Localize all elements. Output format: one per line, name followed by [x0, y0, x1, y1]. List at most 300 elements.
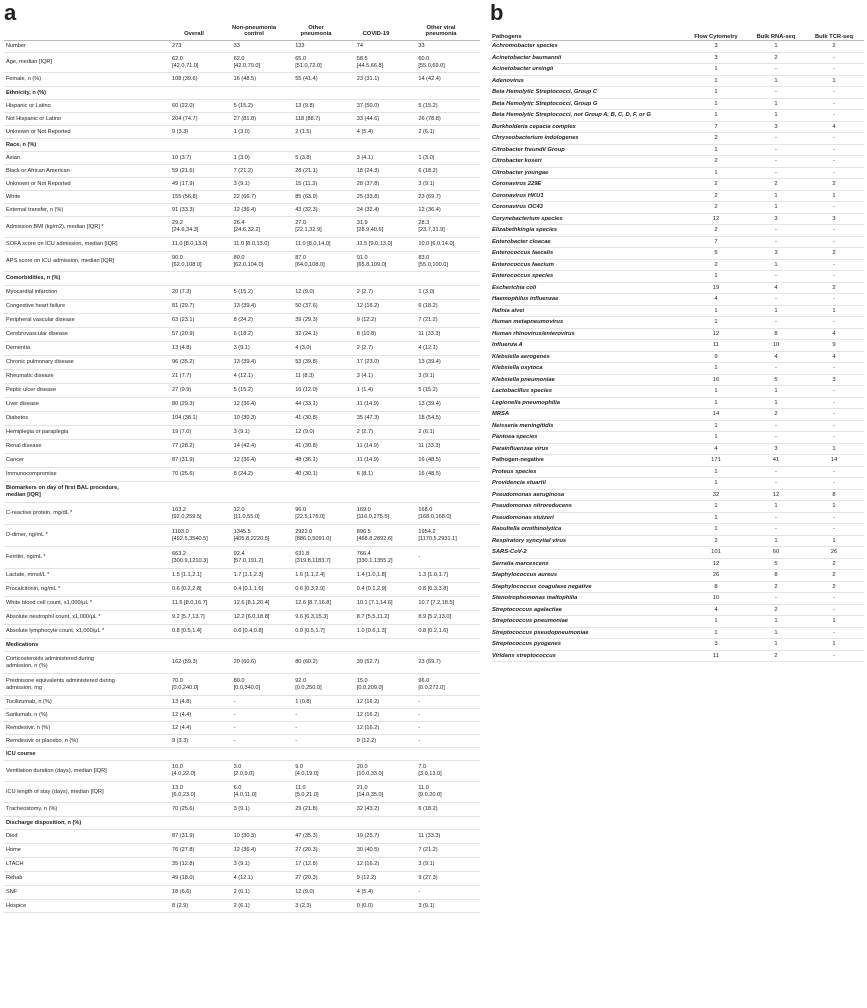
row-label: APS score on ICU admission, median [IQR]	[6, 258, 115, 265]
pathogen-name: Staphylococcus coagulase negative	[492, 583, 592, 590]
pathogen-name: Citrobacter youngae	[492, 169, 549, 176]
row-label: Died	[6, 833, 18, 840]
cell-value: 663.2 [300.9,1210.3]	[172, 550, 208, 564]
pathogen-row	[492, 248, 864, 260]
row-label: Ethnicity, n (%)	[6, 89, 46, 96]
cell-value: 2 (1.5)	[295, 128, 312, 135]
count-value: 2	[832, 583, 836, 590]
count-value: 1	[774, 537, 778, 544]
row-label: ICU length of stay (days), median [IQR]	[6, 788, 104, 795]
cell-value: 18 (54.5)	[418, 415, 441, 422]
cell-value: 5 (15.2)	[418, 102, 438, 109]
count-value: 2	[714, 135, 718, 142]
table-row	[4, 342, 480, 356]
cell-value: -	[233, 724, 236, 731]
cell-value: 8 (2.9)	[172, 902, 189, 909]
table-row	[4, 547, 480, 569]
cell-value: 23 (31.1)	[356, 76, 380, 83]
panel-a-label: a	[4, 0, 17, 25]
pathogen-name: Coronavirus 229E	[492, 181, 542, 188]
cell-value: 80 (29.3)	[172, 401, 195, 408]
count-value: 2	[832, 572, 836, 579]
cell-value: 2 (6.1)	[233, 902, 250, 909]
count-value: 1	[714, 468, 718, 475]
count-value: 1	[714, 146, 718, 153]
cell-value: 22 (66.7)	[233, 193, 256, 200]
count-value: -	[833, 629, 835, 636]
cell-value: 16 (48.5)	[418, 457, 441, 464]
cell-value: 87.0 [64.0,108.0]	[295, 254, 325, 268]
row-label: White blood cell count, x1,000/μL *	[6, 600, 93, 607]
count-value: -	[833, 468, 835, 475]
cell-value: 90.0 [62.0,108.0]	[172, 254, 202, 268]
cell-value: 92.0 [0.0,250.0]	[295, 677, 322, 691]
pathogen-name: Streptococcus pneumoniae	[492, 618, 569, 625]
header-bulk-rna-seq: Bulk RNA-seq	[756, 34, 796, 40]
pathogen-row	[492, 570, 864, 582]
count-value: 4	[714, 445, 718, 452]
count-value: 1	[774, 261, 778, 268]
count-value: -	[775, 273, 777, 280]
cell-value: 87 (31.9)	[172, 457, 195, 464]
count-value: 1	[714, 399, 718, 406]
pathogen-row	[492, 294, 864, 306]
pathogen-name: Enterococcus faecium	[492, 261, 554, 268]
pathogen-row	[492, 271, 864, 283]
pathogen-row	[492, 582, 864, 594]
row-label: White	[6, 193, 21, 200]
cell-value: 11.6 [8.0,16.7]	[172, 600, 208, 607]
cell-value: 8.7 [5.5,11.2]	[356, 614, 390, 621]
row-label: C-reactive protein, mg/dL *	[6, 510, 73, 517]
cell-value: 168.0 [168.0,168.0]	[418, 506, 452, 520]
count-value: -	[775, 296, 777, 303]
cell-value: 35 (47.3)	[356, 415, 380, 422]
cell-value: 55 (41.4)	[295, 76, 318, 83]
count-value: 7	[714, 238, 718, 245]
row-label: Admission BMI (kg/m2), median [IQR] *	[6, 223, 104, 230]
count-value: 2	[774, 583, 778, 590]
count-value: 2	[714, 192, 718, 199]
count-value: 4	[832, 330, 836, 337]
cell-value: -	[295, 711, 298, 718]
count-value: -	[775, 595, 777, 602]
cell-value: 1 (3.0)	[233, 128, 250, 135]
row-label: Prednisone equivalents administered during admission, mg	[6, 677, 115, 691]
count-value: 8	[714, 583, 718, 590]
cell-value: 80 (60.2)	[295, 659, 318, 666]
pathogen-row	[492, 191, 864, 203]
pathogen-name: Pantoea species	[492, 434, 538, 441]
cell-value: 10.1 [7.1,14.6]	[356, 600, 393, 607]
cell-value: 3 (9.1)	[418, 902, 435, 909]
cell-value: 13 (39.4)	[233, 303, 256, 310]
cell-value: 162 (59.3)	[172, 659, 198, 666]
table-row	[4, 569, 480, 583]
count-value: 1	[774, 77, 778, 84]
cell-value: 10 (30.3)	[233, 415, 256, 422]
cell-value: 1 (1.4)	[356, 387, 373, 394]
cell-value: 0 (0.0)	[356, 902, 373, 909]
count-value: -	[833, 296, 835, 303]
pathogen-name: Streptococcus pyogenes	[492, 641, 561, 648]
pathogen-row	[492, 639, 864, 651]
count-value: 1	[832, 77, 836, 84]
cell-value: 155 (56.8)	[172, 193, 198, 200]
pathogen-name: Serratia marcescens	[492, 560, 549, 567]
table-a-header	[4, 22, 480, 41]
pathogen-name: Chryseobacterium indologenes	[492, 135, 579, 142]
row-label: Home	[6, 847, 21, 854]
cell-value: 7 (21.2)	[418, 317, 438, 324]
table-row	[4, 597, 480, 611]
count-value: 4	[774, 353, 778, 360]
table-row	[4, 830, 480, 844]
pathogen-row	[492, 616, 864, 628]
count-value: 3	[714, 54, 718, 61]
pathogen-row	[492, 547, 864, 559]
cell-value: 62.0 [42.0,71.0]	[172, 55, 199, 69]
pathogen-row	[492, 122, 864, 134]
count-value: 10	[772, 342, 780, 349]
pathogen-row	[492, 375, 864, 387]
pathogens-table	[492, 30, 864, 662]
count-value: 16	[712, 376, 720, 383]
row-label: Cerebrovascular disease	[6, 331, 68, 338]
count-value: 26	[830, 549, 838, 556]
count-value: 1	[714, 422, 718, 429]
cell-value: 3 (9.1)	[418, 861, 435, 868]
table-row	[4, 886, 480, 900]
pathogen-name: Proteus species	[492, 468, 537, 475]
cell-value: 3 (2.3)	[295, 902, 312, 909]
pathogen-name: Neisseria meningitidis	[492, 422, 554, 429]
cell-value: 11 (14.9)	[356, 443, 379, 450]
table-row	[4, 328, 480, 342]
cell-value: 57 (20.9)	[172, 331, 195, 338]
count-value: 1	[714, 100, 718, 107]
pathogen-name: Burkholderia cepacia complex	[492, 123, 576, 130]
cell-value: 9 (12.2)	[356, 737, 377, 744]
cell-value: 49 (17.9)	[172, 180, 195, 187]
cell-value: 204 (74.7)	[172, 115, 198, 122]
cell-value: 40 (30.1)	[295, 471, 318, 478]
count-value: 1	[832, 537, 836, 544]
cell-value: 48 (36.1)	[295, 457, 318, 464]
count-value: 1	[774, 503, 778, 510]
count-value: 1	[714, 66, 718, 73]
table-row	[4, 300, 480, 314]
cell-value: 96 (35.2)	[172, 359, 195, 366]
pathogen-name: Legionella pneumophilia	[492, 399, 560, 406]
count-value: -	[833, 595, 835, 602]
row-label: Corticosteroids administered during admission, n (%)	[6, 655, 94, 669]
cell-value: 5 (15.2)	[233, 387, 253, 394]
pathogen-name: Lactobacillus species	[492, 388, 552, 395]
cell-value: 169.0 [116.0,275.5]	[356, 506, 390, 520]
cell-value: 4 (5.4)	[356, 128, 373, 135]
cell-value: 13 (9.8)	[295, 102, 315, 109]
table-row	[4, 872, 480, 886]
cell-value: 14 (42.4)	[418, 76, 441, 83]
cell-value: 5 (15.2)	[233, 289, 253, 296]
count-value: -	[833, 169, 835, 176]
cell-value: 11.0 [9.0,20.0]	[418, 785, 442, 798]
count-value: 8	[774, 572, 778, 579]
count-value: -	[775, 227, 777, 234]
count-value: 1	[832, 503, 836, 510]
pathogen-row	[492, 133, 864, 145]
cell-value: 28 (21.1)	[295, 167, 318, 174]
pathogen-name: Influenza A	[492, 342, 523, 349]
row-label: Biomarkers on day of first BAL procedure, median [IQR]	[6, 485, 119, 498]
cell-value: 0.6 [0.4,0.8]	[233, 628, 264, 635]
cell-value: 2922.0 [886.0,5091.0]	[295, 528, 331, 542]
pathogen-name: Raoultella ornithinolytica	[492, 526, 562, 533]
row-label: Comorbidities, n (%)	[6, 275, 61, 282]
pathogen-row	[492, 214, 864, 226]
count-value: -	[775, 480, 777, 487]
count-value: 4	[774, 284, 778, 291]
pathogen-row	[492, 179, 864, 191]
pathogen-name: Pseudomonas aeruginosa	[492, 491, 565, 498]
count-value: 1	[714, 503, 718, 510]
pathogen-row	[492, 478, 864, 490]
cell-value: 11 (33.3)	[418, 833, 441, 840]
count-value: 5	[714, 250, 718, 257]
cell-value: 4 (3.0)	[295, 345, 312, 352]
section-header-row	[4, 639, 480, 652]
count-value: 1	[774, 307, 778, 314]
cell-value: 5 (3.8)	[295, 154, 312, 161]
cell-value: 2 (6.1)	[418, 429, 435, 436]
cell-value: 91 (33.3)	[172, 206, 195, 213]
count-value: 4	[714, 606, 718, 613]
header-bulk-tcr-seq: Bulk TCR-seq	[814, 34, 853, 40]
cell-value: 1103.0 [492.5,3540.5]	[172, 528, 208, 542]
cell-value: 12 (16.2)	[356, 711, 380, 718]
count-value: 2	[832, 43, 836, 50]
pathogen-name: Corynebacterium species	[492, 215, 563, 222]
cell-value: 96.0 [0.0,272.0]	[418, 677, 445, 691]
cell-value: 92.4 [57.0,191.2]	[233, 550, 264, 564]
cell-value: 81 (29.7)	[172, 303, 195, 310]
cell-value: 85 (63.9)	[295, 193, 318, 200]
cell-value: 11.0 [8.0,13.0]	[172, 241, 208, 248]
row-label: Unknown or Not Reported	[6, 128, 71, 135]
pathogen-row	[492, 110, 864, 122]
table-a-body	[4, 41, 480, 913]
cell-value: 26.4 [24.6,32.2]	[233, 220, 261, 233]
table-row	[4, 858, 480, 872]
pathogen-name: Acinetobacter ursingii	[492, 66, 554, 73]
cell-value: 1 (3.0)	[418, 289, 435, 296]
pathogen-row	[492, 409, 864, 421]
cell-value: 12.2 [6.0,18.8]	[233, 614, 270, 621]
cell-value: 6 (18.2)	[418, 303, 438, 310]
count-value: -	[775, 238, 777, 245]
row-label: Female, n (%)	[6, 76, 42, 83]
pathogen-name: Pathogen-negative	[492, 457, 544, 464]
count-value: 11	[712, 342, 720, 349]
cell-value: 74	[356, 43, 364, 50]
count-value: 2	[774, 181, 778, 188]
count-value: -	[775, 422, 777, 429]
cell-value: 2 (2.7)	[356, 289, 373, 296]
count-value: 11	[712, 652, 720, 659]
pathogen-name: Citrobacter freundii Group	[492, 146, 565, 153]
cell-value: 10.0 [4.0,22.0]	[172, 764, 196, 777]
count-value: 1	[832, 445, 836, 452]
count-value: 1	[774, 641, 778, 648]
cell-value: 9.2 [5.7,13.7]	[172, 614, 205, 621]
section-header-row	[4, 272, 480, 286]
pathogen-row	[492, 145, 864, 157]
count-value: 19	[712, 284, 720, 291]
count-value: 1	[832, 618, 836, 625]
cell-value: 33	[233, 43, 240, 50]
row-label: Ferritin, ng/mL *	[6, 554, 46, 561]
section-header-row	[4, 87, 480, 100]
section-header-row	[4, 139, 480, 152]
row-label: Diabetes	[6, 415, 29, 422]
cell-value: 23 (69.7)	[418, 659, 441, 666]
cell-value: 60 (22.0)	[172, 102, 195, 109]
cell-value: 163.2 [92.0,259.5]	[172, 506, 202, 520]
row-label: Congestive heart failure	[6, 303, 66, 310]
table-row	[4, 286, 480, 300]
cell-value: 1.5 [1.1,2.1]	[172, 572, 202, 579]
count-value: -	[833, 66, 835, 73]
cell-value: 13.0 [6.0,23.0]	[172, 785, 196, 798]
cell-value: 29 (21.8)	[295, 806, 318, 813]
count-value: -	[833, 388, 835, 395]
cell-value: 6 (18.2)	[418, 806, 438, 813]
cell-value: 65.0 [51.0,72.0]	[295, 55, 322, 69]
table-row	[4, 412, 480, 426]
table-row	[4, 100, 480, 113]
count-value: -	[833, 100, 835, 107]
cell-value: 9 (3.3)	[172, 128, 189, 135]
count-value: 1	[714, 273, 718, 280]
row-label: External transfer, n (%)	[6, 206, 64, 213]
cell-value: 9 (12.2)	[356, 875, 377, 882]
cell-value: -	[418, 737, 421, 744]
pathogen-name: Enterobacter cloacae	[492, 238, 551, 245]
pathogen-row	[492, 202, 864, 214]
row-label: Hispanic or Latino	[6, 102, 51, 109]
cell-value: 3 (9.1)	[233, 180, 250, 187]
pathogen-name: Streptococcus pseudopneumoniae	[492, 629, 589, 636]
pathogen-name: MRSA	[492, 411, 510, 418]
cell-value: 77 (28.2)	[172, 443, 195, 450]
count-value: 2	[832, 284, 836, 291]
count-value: -	[775, 146, 777, 153]
pathogen-row	[492, 340, 864, 352]
pathogen-row	[492, 536, 864, 548]
count-value: 1	[714, 514, 718, 521]
row-label: Age, median [IQR]	[6, 59, 53, 66]
count-value: 1	[714, 629, 718, 636]
count-value: 1	[714, 434, 718, 441]
table-row	[4, 384, 480, 398]
cell-value: 13 (39.4)	[418, 401, 441, 408]
count-value: -	[833, 399, 835, 406]
cell-value: 12 (36.4)	[233, 847, 256, 854]
cell-value: 43 (32.3)	[295, 206, 318, 213]
count-value: 1	[774, 618, 778, 625]
cell-value: 12 (9.0)	[295, 429, 315, 436]
row-label: Absolute lymphocyte count, x1,000/μL *	[6, 628, 105, 635]
cell-value: 118 (88.7)	[295, 115, 321, 122]
cell-value: 39 (29.3)	[295, 317, 318, 324]
count-value: 1	[714, 618, 718, 625]
pathogen-row	[492, 41, 864, 53]
count-value: -	[833, 54, 835, 61]
cell-value: 10 (3.7)	[172, 154, 192, 161]
row-label: Unknown or Not Reported	[6, 180, 71, 187]
cell-value: 6 (18.2)	[418, 167, 438, 174]
cell-value: 31.9 [28.9,40.6]	[356, 220, 384, 233]
cell-value: 7 (21.2)	[418, 847, 438, 854]
cell-value: 41 (30.8)	[295, 415, 318, 422]
count-value: 3	[832, 215, 836, 222]
count-value: -	[833, 261, 835, 268]
row-label: Peptic ulcer disease	[6, 387, 57, 394]
cell-value: 13 (4.8)	[172, 345, 192, 352]
cell-value: 12 (36.4)	[233, 401, 256, 408]
pathogen-row	[492, 605, 864, 617]
section-header-row	[4, 817, 480, 830]
cell-value: 12.0 [11.0,55.0]	[233, 506, 260, 520]
row-label: Race, n (%)	[6, 141, 37, 148]
count-value: 1	[774, 100, 778, 107]
cell-value: 23 (69.7)	[418, 193, 441, 200]
row-label: SNF	[6, 889, 18, 896]
count-value: 2	[714, 537, 718, 544]
cell-value: 76 (27.8)	[172, 847, 195, 854]
count-value: -	[833, 112, 835, 119]
count-value: 3	[832, 376, 836, 383]
cohort-characteristics-table	[4, 22, 480, 913]
cell-value: 5 (15.2)	[418, 387, 438, 394]
count-value: -	[775, 89, 777, 96]
cell-value: -	[233, 737, 236, 744]
pathogen-row	[492, 64, 864, 76]
table-row	[4, 73, 480, 87]
pathogen-name: Enterococcus faecalis	[492, 250, 554, 257]
cell-value: 50 (37.6)	[295, 303, 318, 310]
pathogen-row	[492, 467, 864, 479]
row-label: LTACH	[6, 861, 24, 868]
cell-value: 96.0 [22.5,176.0]	[295, 506, 325, 520]
header-overall: Overall	[184, 31, 204, 38]
cell-value: 9.6 [6.3,15.3]	[295, 614, 328, 621]
cell-value: 27 (9.9)	[172, 387, 192, 394]
table-row	[4, 152, 480, 165]
cell-value: 19 (7.0)	[172, 429, 192, 436]
count-value: 1	[714, 307, 718, 314]
row-label: Sarilumab, n (%)	[6, 711, 48, 718]
table-row	[4, 900, 480, 913]
table-row	[4, 611, 480, 625]
count-value: 1	[714, 169, 718, 176]
pathogen-row	[492, 237, 864, 249]
count-value: 14	[830, 457, 838, 464]
cell-value: 12 (16.2)	[356, 861, 380, 868]
table-row	[4, 178, 480, 191]
table-row	[4, 454, 480, 468]
